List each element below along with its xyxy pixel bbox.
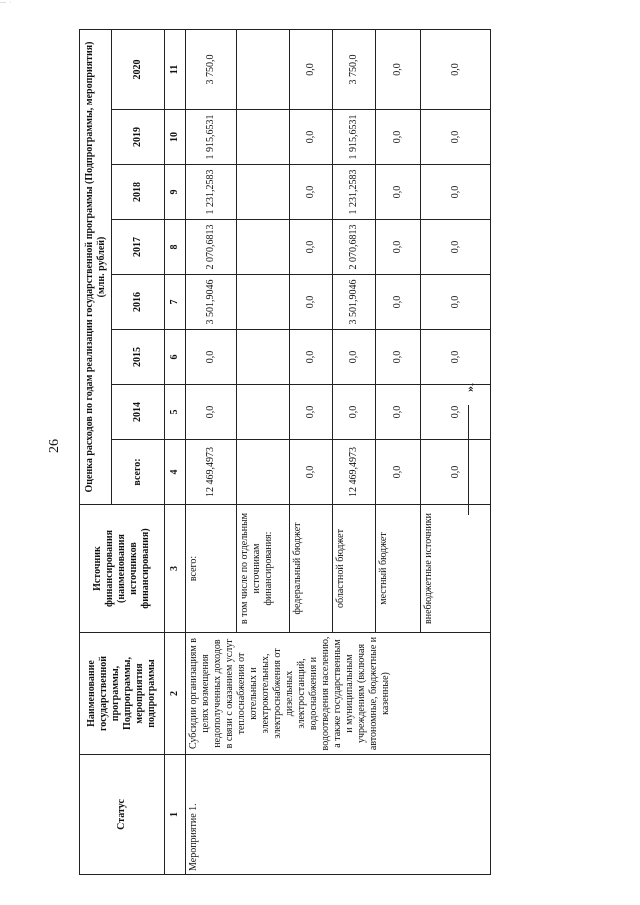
value-cell: 2 070,6813 [333,220,376,275]
closing-quote-mark: ». [462,383,477,392]
header-year: 2016 [112,275,165,330]
value-cell [237,220,290,275]
value-cell [237,110,290,165]
column-number: 6 [165,330,186,385]
value-cell: 0,0 [421,30,491,110]
column-number: 8 [165,220,186,275]
value-cell [237,165,290,220]
value-cell: 0,0 [333,330,376,385]
header-year: 2020 [112,30,165,110]
source-cell: местный бюджет [376,505,421,633]
value-cell: 0,0 [186,385,237,440]
value-cell [237,385,290,440]
value-cell: 12 469,4973 [186,440,237,505]
header-total: всего: [112,440,165,505]
value-cell: 3 750,0 [186,30,237,110]
value-cell: 0,0 [421,440,491,505]
value-cell: 12 469,4973 [333,440,376,505]
value-cell: 0,0 [376,275,421,330]
column-number: 1 [165,755,186,875]
value-cell: 0,0 [290,385,333,440]
value-cell: 0,0 [186,330,237,385]
column-number: 5 [165,385,186,440]
value-cell [237,275,290,330]
value-cell: 0,0 [376,385,421,440]
value-cell [237,30,290,110]
value-cell: 0,0 [290,30,333,110]
value-cell: 0,0 [376,30,421,110]
value-cell: 1 231,2583 [186,165,237,220]
source-cell: областной бюджет [333,505,376,633]
source-cell: внебюджетные источники [421,505,491,633]
value-cell: 0,0 [421,110,491,165]
status-cell: Мероприятие 1. [186,755,491,875]
page-number: 26 [47,439,62,453]
header-source: Источник финансирования (наименования источников финансирования) [80,505,165,633]
value-cell: 0,0 [376,110,421,165]
header-status: Статус [80,755,165,875]
value-cell: 0,0 [376,440,421,505]
value-cell: 0,0 [290,220,333,275]
header-estimate: Оценка расходов по годам реализации государственной программы (Подпрограммы, мероприятия) (млн. рублей) [80,30,112,505]
value-cell: 0,0 [421,330,491,385]
value-cell: 0,0 [421,385,491,440]
column-number-row [165,30,186,875]
value-cell: 2 070,6813 [186,220,237,275]
value-cell [237,330,290,385]
value-cell: 0,0 [290,440,333,505]
value-cell: 0,0 [421,165,491,220]
table-row [186,30,237,875]
column-number: 10 [165,110,186,165]
column-number: 4 [165,440,186,505]
rotated-table-wrapper [79,30,619,875]
value-cell: 0,0 [376,165,421,220]
header-year: 2019 [112,110,165,165]
value-cell: 0,0 [290,110,333,165]
header-name: Наименование государственной программы, Подпрограммы, мероприятия подпрограммы [80,633,165,755]
corner-mark: — · [0,0,13,6]
value-cell: 3 750,0 [333,30,376,110]
column-number: 2 [165,633,186,755]
value-cell: 0,0 [290,330,333,385]
column-number: 11 [165,30,186,110]
description-cell: Субсидии организациям в целях возмещения недополученных доходов в связи с оказанием услуг теплоснабжения от котельных и электрокотельных, электроснабжения от дизельных электростанций, водоснабжения и водоотведения населению, а также государственным и муниципальным учреждениям (включая автономные, бюджетные и казенные) [186,633,491,755]
header-year: 2014 [112,385,165,440]
value-cell: 0,0 [376,220,421,275]
column-number: 3 [165,505,186,633]
value-cell: 1 915,6531 [333,110,376,165]
value-cell: 0,0 [376,330,421,385]
value-cell: 0,0 [333,385,376,440]
source-cell: федеральный бюджет [290,505,333,633]
value-cell: 3 501,9046 [186,275,237,330]
expenditure-table [79,29,491,875]
column-number: 7 [165,275,186,330]
source-cell: всего: [186,505,237,633]
value-cell: 0,0 [290,275,333,330]
value-cell [237,440,290,505]
value-cell: 0,0 [421,220,491,275]
header-year: 2015 [112,330,165,385]
value-cell: 0,0 [290,165,333,220]
value-cell: 1 231,2583 [333,165,376,220]
column-number: 9 [165,165,186,220]
source-cell: в том числе по отдельным источникам финансирования: [237,505,290,633]
header-year: 2017 [112,220,165,275]
value-cell: 0,0 [421,275,491,330]
header-year: 2018 [112,165,165,220]
value-cell: 3 501,9046 [333,275,376,330]
value-cell: 1 915,6531 [186,110,237,165]
